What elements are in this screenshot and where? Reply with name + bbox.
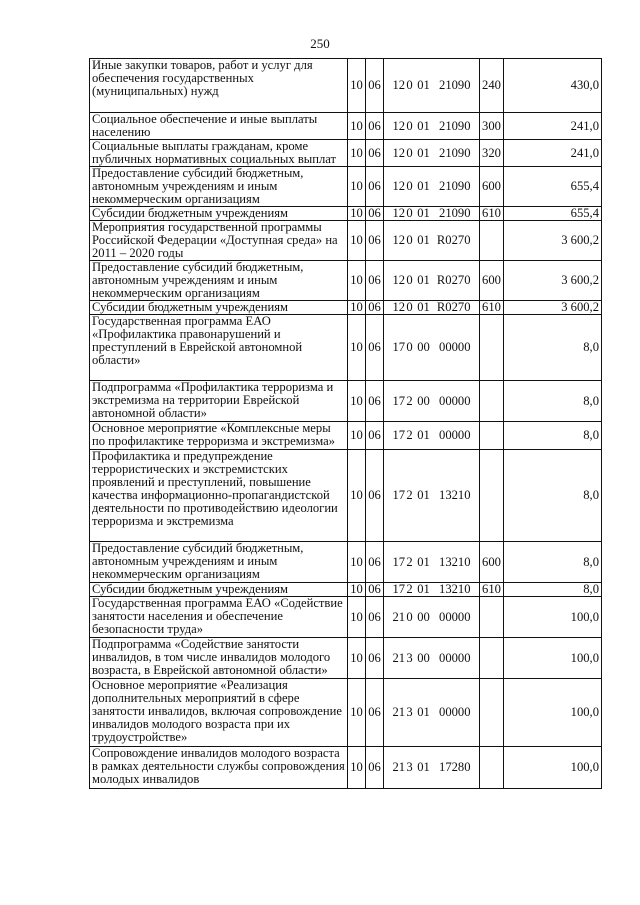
expense-type-cell xyxy=(480,747,504,789)
expense-type-cell: 610 xyxy=(480,583,504,597)
section-code-cell: 10 xyxy=(348,113,366,140)
target-activity-code: 00 xyxy=(417,393,430,408)
budget-table-body xyxy=(90,59,602,789)
section-code-cell: 10 xyxy=(348,422,366,450)
target-subprogram-code: 0 xyxy=(406,609,413,624)
item-name-cell: Предоставление субсидий бюджетным, автономным учреждениям и иным некоммерческим организациям xyxy=(90,167,348,207)
target-subprogram-code: 3 xyxy=(406,760,413,774)
page-number: 250 xyxy=(310,36,330,51)
subsection-code-cell: 06 xyxy=(366,542,384,583)
expense-type-cell xyxy=(480,450,504,542)
target-activity-code: 01 xyxy=(417,760,430,774)
table-row xyxy=(90,301,602,315)
table-row xyxy=(90,597,602,638)
target-direction-code: 00000 xyxy=(439,340,471,354)
target-activity-code: 01 xyxy=(417,705,430,719)
amount-cell: 8,0 xyxy=(504,381,602,422)
subsection-code-cell: 06 xyxy=(366,113,384,140)
target-direction-code: 21090 xyxy=(439,78,471,92)
target-program-code: 12 xyxy=(392,300,406,314)
expense-type-cell xyxy=(480,381,504,422)
target-subprogram-code: 0 xyxy=(406,273,413,287)
subsection-code-cell: 06 xyxy=(366,59,384,113)
section-code-cell: 10 xyxy=(348,381,366,422)
budget-table xyxy=(89,58,602,789)
subsection-code-cell: 06 xyxy=(366,450,384,542)
item-name-cell: Субсидии бюджетным учреждениям xyxy=(90,207,348,221)
expense-type-cell xyxy=(480,221,504,261)
target-program-code: 12 xyxy=(392,179,406,193)
target-article-cell xyxy=(384,59,480,113)
amount-cell: 100,0 xyxy=(504,638,602,679)
section-code-cell: 10 xyxy=(348,261,366,301)
item-name-cell: Мероприятия государственной программы Российской Федерации «Доступная среда» на 2011 – 2020 годы xyxy=(90,221,348,261)
target-program-code: 21 xyxy=(392,760,406,774)
amount-cell: 241,0 xyxy=(504,140,602,167)
subsection-code-cell: 06 xyxy=(366,261,384,301)
item-name-cell: Государственная программа ЕАО «Профилактика правонарушений и преступлений в Еврейской автономной области» xyxy=(90,315,348,381)
subsection-code-cell: 06 xyxy=(366,167,384,207)
target-activity-code: 00 xyxy=(417,609,430,624)
target-program-code: 21 xyxy=(392,705,406,719)
target-program-code: 12 xyxy=(392,273,406,287)
target-article-cell xyxy=(384,140,480,167)
amount-cell: 430,0 xyxy=(504,59,602,113)
expense-type-cell: 600 xyxy=(480,167,504,207)
target-program-code: 17 xyxy=(392,582,406,596)
amount-cell: 655,4 xyxy=(504,167,602,207)
table-row xyxy=(90,747,602,789)
subsection-code-cell: 06 xyxy=(366,597,384,638)
target-subprogram-code: 0 xyxy=(406,179,413,193)
amount-cell: 100,0 xyxy=(504,597,602,638)
expense-type-cell xyxy=(480,597,504,638)
target-direction-code: 21090 xyxy=(439,179,471,193)
table-row xyxy=(90,450,602,542)
target-program-code: 21 xyxy=(392,650,406,665)
expense-type-cell: 240 xyxy=(480,59,504,113)
target-article-cell xyxy=(384,747,480,789)
target-program-code: 17 xyxy=(392,428,406,442)
amount-cell: 3 600,2 xyxy=(504,301,602,315)
item-name-cell: Основное мероприятие «Реализация дополнительных мероприятий в сфере занятости инвалидов, включая сопровождение инвалидов молодого возраста при их трудоустройстве» xyxy=(90,679,348,747)
target-article-cell xyxy=(384,315,480,381)
target-activity-code: 01 xyxy=(417,582,430,596)
target-activity-code: 01 xyxy=(417,179,430,193)
target-subprogram-code: 2 xyxy=(406,428,413,442)
expense-type-cell: 300 xyxy=(480,113,504,140)
expense-type-cell: 610 xyxy=(480,301,504,315)
section-code-cell: 10 xyxy=(348,679,366,747)
target-activity-code: 00 xyxy=(417,340,430,354)
subsection-code-cell: 06 xyxy=(366,381,384,422)
target-program-code: 17 xyxy=(392,340,406,354)
amount-cell: 655,4 xyxy=(504,207,602,221)
target-activity-code: 01 xyxy=(417,78,430,92)
target-direction-code: 00000 xyxy=(439,393,471,408)
section-code-cell: 10 xyxy=(348,59,366,113)
table-row xyxy=(90,679,602,747)
table-row xyxy=(90,261,602,301)
expense-type-cell: 600 xyxy=(480,261,504,301)
target-subprogram-code: 0 xyxy=(406,206,413,220)
expense-type-cell: 610 xyxy=(480,207,504,221)
section-code-cell: 10 xyxy=(348,315,366,381)
target-article-cell xyxy=(384,597,480,638)
target-program-code: 17 xyxy=(392,554,406,569)
table-row xyxy=(90,542,602,583)
target-direction-code: R0270 xyxy=(436,233,471,247)
table-row xyxy=(90,315,602,381)
target-direction-code: R0270 xyxy=(436,300,471,314)
target-article-cell xyxy=(384,679,480,747)
target-article-cell xyxy=(384,450,480,542)
table-row xyxy=(90,422,602,450)
target-subprogram-code: 0 xyxy=(406,118,413,133)
target-program-code: 12 xyxy=(392,206,406,220)
target-activity-code: 01 xyxy=(417,233,430,247)
target-direction-code: R0270 xyxy=(436,273,471,287)
target-direction-code: 21090 xyxy=(439,118,471,133)
expense-type-cell xyxy=(480,638,504,679)
item-name-cell: Подпрограмма «Профилактика терроризма и экстремизма на территории Еврейской автономной области» xyxy=(90,381,348,422)
section-code-cell: 10 xyxy=(348,221,366,261)
target-article-cell xyxy=(384,638,480,679)
item-name-cell: Сопровождение инвалидов молодого возраста в рамках деятельности службы сопровождения молодых инвалидов xyxy=(90,747,348,789)
amount-cell: 8,0 xyxy=(504,583,602,597)
table-row xyxy=(90,583,602,597)
target-subprogram-code: 2 xyxy=(406,488,413,502)
target-subprogram-code: 2 xyxy=(406,554,413,569)
subsection-code-cell: 06 xyxy=(366,301,384,315)
target-program-code: 17 xyxy=(392,488,406,502)
amount-cell: 3 600,2 xyxy=(504,221,602,261)
target-direction-code: 00000 xyxy=(439,705,471,719)
target-article-cell xyxy=(384,381,480,422)
target-subprogram-code: 0 xyxy=(406,300,413,314)
table-row xyxy=(90,381,602,422)
target-article-cell xyxy=(384,542,480,583)
subsection-code-cell: 06 xyxy=(366,747,384,789)
amount-cell: 100,0 xyxy=(504,679,602,747)
target-activity-code: 01 xyxy=(417,273,430,287)
subsection-code-cell: 06 xyxy=(366,140,384,167)
expense-type-cell: 320 xyxy=(480,140,504,167)
target-activity-code: 01 xyxy=(417,428,430,442)
subsection-code-cell: 06 xyxy=(366,638,384,679)
target-subprogram-code: 0 xyxy=(406,233,413,247)
subsection-code-cell: 06 xyxy=(366,679,384,747)
target-subprogram-code: 3 xyxy=(406,705,413,719)
target-activity-code: 01 xyxy=(417,554,430,569)
target-article-cell xyxy=(384,167,480,207)
section-code-cell: 10 xyxy=(348,583,366,597)
section-code-cell: 10 xyxy=(348,597,366,638)
target-direction-code: 21090 xyxy=(439,145,471,160)
item-name-cell: Профилактика и предупреждение террористических и экстремистских проявлений и преступлений, повышение качества информационно-пропагандистской деятельности по противодействию идеологии терроризма и экстремизма xyxy=(90,450,348,542)
item-name-cell: Субсидии бюджетным учреждениям xyxy=(90,301,348,315)
target-direction-code: 00000 xyxy=(439,428,471,442)
expense-type-cell: 600 xyxy=(480,542,504,583)
table-row xyxy=(90,221,602,261)
target-activity-code: 00 xyxy=(417,650,430,665)
item-name-cell: Основное мероприятие «Комплексные меры по профилактике терроризма и экстремизма» xyxy=(90,422,348,450)
target-direction-code: 00000 xyxy=(439,609,471,624)
section-code-cell: 10 xyxy=(348,747,366,789)
subsection-code-cell: 06 xyxy=(366,422,384,450)
item-name-cell: Предоставление субсидий бюджетным, автономным учреждениям и иным некоммерческим организациям xyxy=(90,261,348,301)
amount-cell: 100,0 xyxy=(504,747,602,789)
amount-cell: 8,0 xyxy=(504,542,602,583)
target-article-cell xyxy=(384,261,480,301)
target-program-code: 12 xyxy=(392,78,406,92)
target-subprogram-code: 0 xyxy=(406,340,413,354)
section-code-cell: 10 xyxy=(348,638,366,679)
subsection-code-cell: 06 xyxy=(366,207,384,221)
target-article-cell xyxy=(384,301,480,315)
item-name-cell: Предоставление субсидий бюджетным, автономным учреждениям и иным некоммерческим организациям xyxy=(90,542,348,583)
target-direction-code: 13210 xyxy=(439,488,471,502)
section-code-cell: 10 xyxy=(348,542,366,583)
target-article-cell xyxy=(384,422,480,450)
item-name-cell: Иные закупки товаров, работ и услуг для обеспечения государственных (муниципальных) нужд xyxy=(90,59,348,113)
subsection-code-cell: 06 xyxy=(366,583,384,597)
target-article-cell xyxy=(384,583,480,597)
expense-type-cell xyxy=(480,422,504,450)
expense-type-cell xyxy=(480,679,504,747)
amount-cell: 8,0 xyxy=(504,315,602,381)
target-subprogram-code: 0 xyxy=(406,78,413,92)
target-article-cell xyxy=(384,113,480,140)
section-code-cell: 10 xyxy=(348,207,366,221)
target-activity-code: 01 xyxy=(417,145,430,160)
target-subprogram-code: 0 xyxy=(406,145,413,160)
section-code-cell: 10 xyxy=(348,140,366,167)
target-direction-code: 17280 xyxy=(439,760,471,774)
item-name-cell: Субсидии бюджетным учреждениям xyxy=(90,583,348,597)
target-direction-code: 00000 xyxy=(439,650,471,665)
target-program-code: 12 xyxy=(392,233,406,247)
table-row xyxy=(90,207,602,221)
item-name-cell: Социальные выплаты гражданам, кроме публичных нормативных социальных выплат xyxy=(90,140,348,167)
item-name-cell: Подпрограмма «Содействие занятости инвалидов, в том числе инвалидов молодого возраста, в Еврейской автономной области» xyxy=(90,638,348,679)
expense-type-cell xyxy=(480,315,504,381)
target-program-code: 17 xyxy=(392,393,406,408)
table-row xyxy=(90,59,602,113)
table-row xyxy=(90,113,602,140)
amount-cell: 8,0 xyxy=(504,422,602,450)
item-name-cell: Социальное обеспечение и иные выплаты населению xyxy=(90,113,348,140)
amount-cell: 3 600,2 xyxy=(504,261,602,301)
subsection-code-cell: 06 xyxy=(366,315,384,381)
target-activity-code: 01 xyxy=(417,118,430,133)
target-direction-code: 13210 xyxy=(439,582,471,596)
target-program-code: 12 xyxy=(392,145,406,160)
table-row xyxy=(90,167,602,207)
subsection-code-cell: 06 xyxy=(366,221,384,261)
target-activity-code: 01 xyxy=(417,488,430,502)
section-code-cell: 10 xyxy=(348,167,366,207)
target-direction-code: 21090 xyxy=(439,206,471,220)
amount-cell: 8,0 xyxy=(504,450,602,542)
target-direction-code: 13210 xyxy=(439,554,471,569)
target-program-code: 12 xyxy=(392,118,406,133)
amount-cell: 241,0 xyxy=(504,113,602,140)
section-code-cell: 10 xyxy=(348,301,366,315)
target-subprogram-code: 3 xyxy=(406,650,413,665)
target-subprogram-code: 2 xyxy=(406,582,413,596)
target-subprogram-code: 2 xyxy=(406,393,413,408)
target-program-code: 21 xyxy=(392,609,406,624)
target-activity-code: 01 xyxy=(417,300,430,314)
table-row xyxy=(90,638,602,679)
target-article-cell xyxy=(384,207,480,221)
target-article-cell xyxy=(384,221,480,261)
item-name-cell: Государственная программа ЕАО «Содействие занятости населения и обеспечение безопасности труда» xyxy=(90,597,348,638)
table-row xyxy=(90,140,602,167)
target-activity-code: 01 xyxy=(417,206,430,220)
section-code-cell: 10 xyxy=(348,450,366,542)
